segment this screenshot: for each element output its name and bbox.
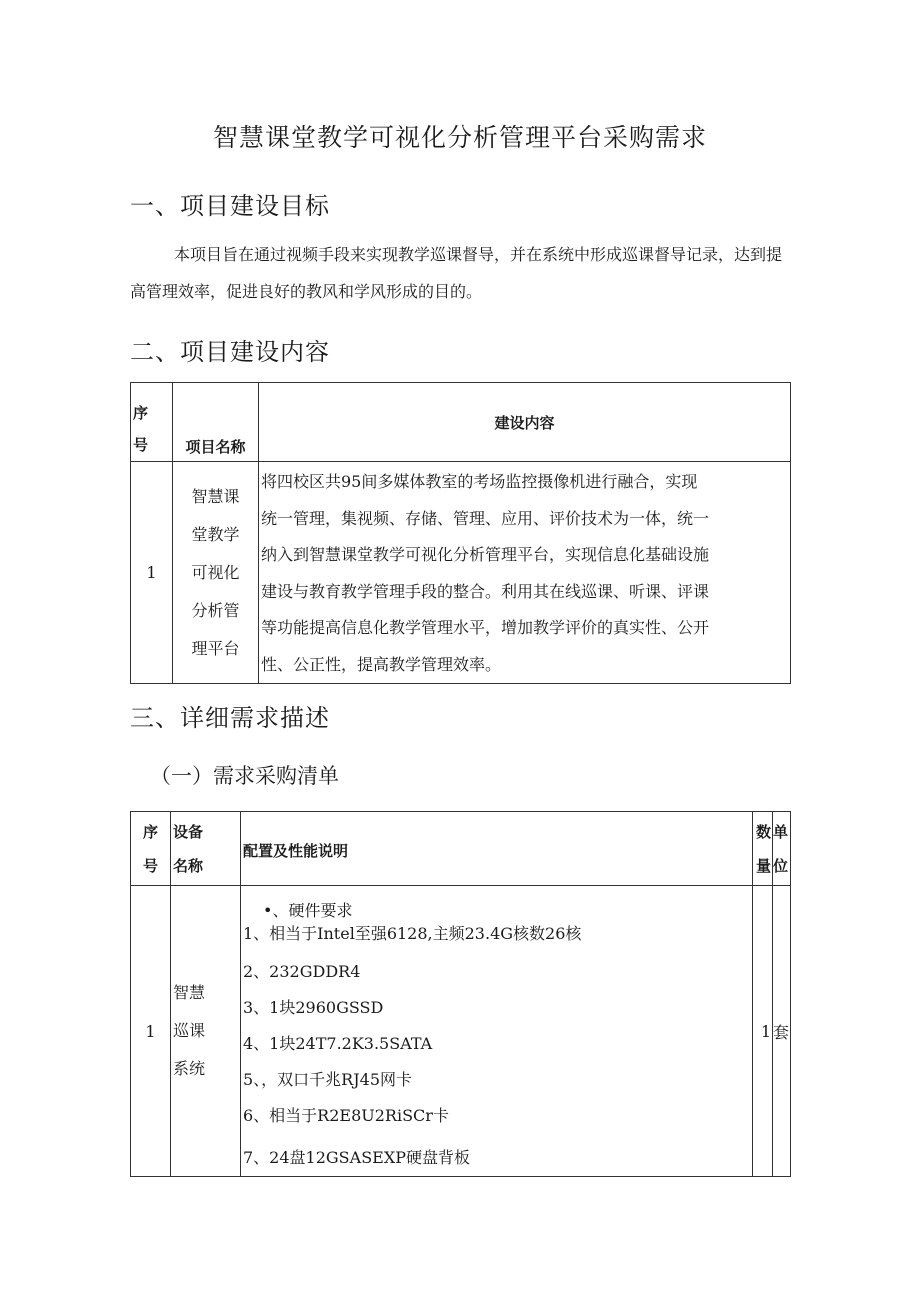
header-project-name: 项目名称 xyxy=(173,383,259,462)
row-device-name xyxy=(171,886,241,1177)
device-line: 智慧 xyxy=(173,983,206,1002)
name-line: 理平台 xyxy=(191,638,240,658)
header-index-line2: 号 xyxy=(142,856,158,875)
device-line: 系统 xyxy=(173,1059,206,1078)
header-unit-line1: 单 xyxy=(773,822,789,841)
procurement-list-table xyxy=(130,811,791,1177)
content-line: 统一管理，集视频、存储、管理、应用、评价技术为一体，统一 xyxy=(261,508,710,528)
content-line: 性、公正性，提高教学管理效率。 xyxy=(261,654,502,674)
content-line: 纳入到智慧课堂教学可视化分析管理平台，实现信息化基础设施 xyxy=(261,545,710,564)
header-qty-line1: 数 xyxy=(755,822,771,841)
header-device-line2: 名称 xyxy=(173,856,204,875)
header-quantity xyxy=(753,812,773,886)
spec-line: 1、相当于Intel至强6128,主频23.4G核数26核 xyxy=(243,924,582,943)
section1-heading: 一、项目建设目标 xyxy=(130,192,330,220)
header-spec: 配置及性能说明 xyxy=(241,812,753,886)
header-index-line1: 序 xyxy=(142,822,158,841)
content-line: 将四校区共95间多媒体教室的考场监控摄像机进行融合，实现 xyxy=(261,472,698,491)
header-content: 建设内容 xyxy=(259,383,791,462)
spec-line: •、硬件要求 xyxy=(263,901,353,920)
section2-heading: 二、项目建设内容 xyxy=(130,338,330,366)
table-header-row xyxy=(131,812,791,886)
spec-line: 4、1块24T7.2K3.5SATA xyxy=(243,1034,433,1053)
row-content xyxy=(259,462,791,684)
row-index: 1 xyxy=(131,886,171,1177)
row-quantity: 1 xyxy=(753,886,773,1177)
table-row xyxy=(131,886,791,1177)
construction-content-table xyxy=(130,382,791,684)
content-line: 建设与教育教学管理手段的整合。利用其在线巡课、听课、评课 xyxy=(261,581,710,601)
spec-line: 5、，双口千兆RJ45网卡 xyxy=(243,1070,413,1089)
spec-line: 7、24盘12GSASEXP硬盘背板 xyxy=(243,1148,470,1167)
header-index xyxy=(131,383,173,462)
header-unit xyxy=(773,812,791,886)
spec-line: 3、1块2960GSSD xyxy=(243,998,384,1017)
table-header-row xyxy=(131,383,791,462)
row-spec xyxy=(241,886,753,1177)
name-line: 分析管 xyxy=(191,600,240,620)
spec-line: 2、232GDDR4 xyxy=(243,962,361,981)
header-unit-line2: 位 xyxy=(773,856,789,875)
header-index xyxy=(131,812,171,886)
content-line: 等功能提高信息化教学管理水平，增加教学评价的真实性、公开 xyxy=(261,618,710,637)
row-unit: 套 xyxy=(773,886,791,1177)
header-qty-line2: 量 xyxy=(755,856,771,875)
row-index: 1 xyxy=(131,462,173,684)
name-line: 堂教学 xyxy=(191,524,240,544)
spec-line: 6、相当于R2E8U2RiSCr卡 xyxy=(243,1106,449,1125)
name-line: 智慧课 xyxy=(191,486,240,506)
header-device-line1: 设备 xyxy=(173,822,204,841)
name-line: 可视化 xyxy=(191,562,240,582)
header-index-line1: 序 xyxy=(133,404,149,422)
section3-heading: 三、详细需求描述 xyxy=(130,704,330,732)
document-title: 智慧课堂教学可视化分析管理平台采购需求 xyxy=(212,123,707,152)
device-line: 巡课 xyxy=(173,1021,206,1040)
table-row xyxy=(131,462,791,684)
header-device-name xyxy=(171,812,241,886)
section1-paragraph: 本项目旨在通过视频手段来实现教学巡课督导，并在系统中形成巡课督导记录，达到提高管理效率，促进良好的教风和学风形成的目的。 xyxy=(130,245,783,301)
section3-subheading: （一）需求采购清单 xyxy=(150,764,339,788)
row-project-name xyxy=(173,462,259,684)
header-index-line2: 号 xyxy=(133,436,149,454)
